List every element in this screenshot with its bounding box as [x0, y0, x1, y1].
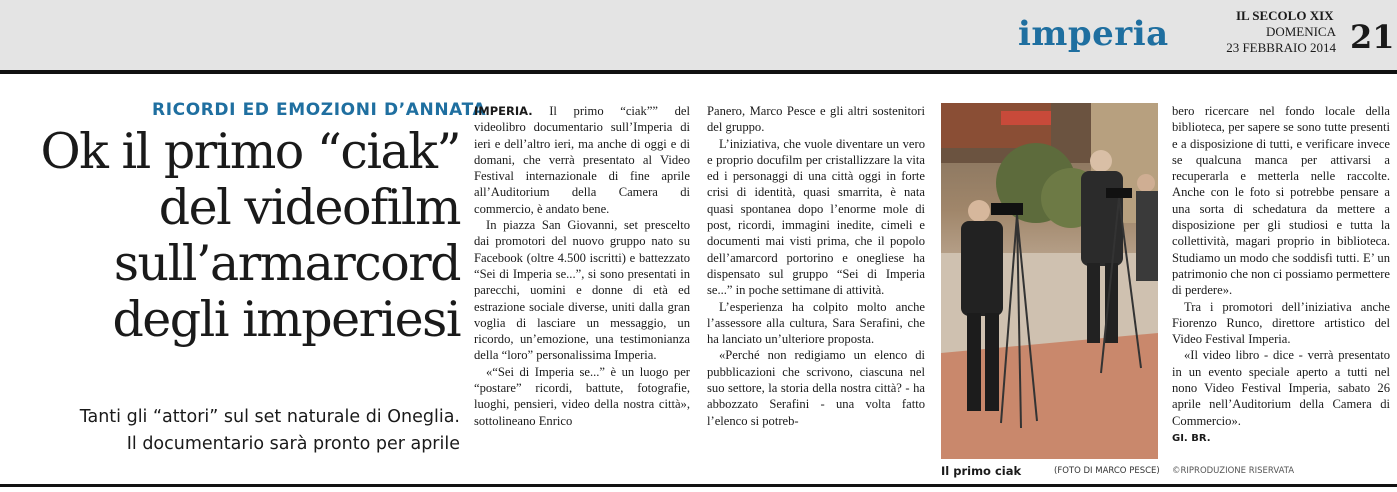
paragraph: L’esperienza ha colpito molto anche l’assessore alla cultura, Sara Serafini, che ha lanciato un’ulteriore proposta.: [707, 299, 925, 347]
photo-scene: [941, 103, 1158, 459]
paragraph: bero ricercare nel fondo locale della biblioteca, per sapere se sono tutte presenti e a disposizione di tutti, e verificare invece se qualcuna manca per attivarsi a recuperarla e metterla nelle raccolte. Anche con le foto si potrebbe pensare a una sorta di schedatura da mettere a disposizione per gli studiosi e tutta la collettività, magari proprio in biblioteca. Studiamo un modo che soddisfi tutti. E’ un patrimonio che non ci possiamo permettere di perdere».: [1172, 104, 1390, 298]
paragraph: «Perché non redigiamo un elenco di pubblicazioni che scrivono, ciascuna nel suo settore, la storia della nostra città? - ha abbozzato Serafini - una volta fatto l’elenco si potreb-: [707, 348, 925, 428]
article-photo: [941, 103, 1158, 459]
copyright-notice: ©RIPRODUZIONE RISERVATA: [1172, 466, 1295, 476]
article-title: [10, 124, 460, 348]
paragraph: «“Sei di Imperia se...” è un luogo per “postare” ricordi, battute, fotografie, luoghi, pensieri, video della nostra città», sottolineano Enrico: [474, 364, 690, 428]
page-number: 21: [1350, 18, 1395, 56]
photo-caption: Il primo ciak: [941, 464, 1022, 478]
paragraph: [1172, 429, 1390, 447]
author-signature: GI. BR.: [1172, 432, 1211, 444]
bottom-rule: [0, 484, 1397, 487]
paragraph: [474, 103, 690, 217]
paragraph: Panero, Marco Pesce e gli altri sostenitori del gruppo.: [707, 104, 925, 135]
article-subtitle: [0, 404, 460, 458]
date-day: 23 FEBBRAIO 2014: [1226, 40, 1336, 55]
title-line: sull’armarcord: [113, 235, 460, 292]
subtitle-line: Tanti gli “attori” sul set naturale di Oneglia.: [79, 407, 460, 427]
subtitle-line: Il documentario sarà pronto per aprile: [126, 434, 460, 454]
title-line: Ok il primo “ciak”: [40, 123, 460, 180]
page-header: [0, 0, 1397, 74]
paragraph: «Il video libro - dice - verrà presentato in un evento speciale aperto a tutti nel nono Video Festival Imperia, sabato 26 aprile nell’Auditorium della Camera di Commercio».: [1172, 348, 1390, 428]
article-column-3: [1172, 103, 1390, 447]
article-column-2: [707, 103, 925, 429]
article-column-1: [474, 103, 690, 429]
paragraph-text: Il primo “ciak”” del videolibro documentario sull’Imperia di ieri e dell’altro ieri, ma anche di oggi e di domani, che verrà presentato al Video Festival internazionale di fine aprile all’Auditorium della Camera di commercio, è andato bene.: [474, 104, 690, 216]
paragraph: In piazza San Giovanni, set prescelto dai promotori del nuovo gruppo nato su Facebook (oltre 4.500 iscritti) e battezzato “Sei di Imperia se...”, si sono presentati in parecchi, uomini e donne di età ed estrazione sociale diverse, uniti dalla gran voglia di lasciare un messaggio, un ricordo, un’emozione, una testimonianza della “loro” personalissima Imperia.: [474, 218, 690, 363]
photo-credit: (FOTO DI MARCO PESCE): [1054, 466, 1160, 476]
newspaper-name: IL SECOLO XIX: [1236, 8, 1334, 23]
dateline-lead: IMPERIA.: [474, 104, 533, 118]
date-weekday: DOMENICA: [1265, 24, 1336, 39]
paragraph: Tra i promotori dell’iniziativa anche Fiorenzo Runco, direttore artistico del Video Festival Imperia.: [1172, 299, 1390, 347]
article-kicker: RICORDI ED EMOZIONI D’ANNATA: [152, 100, 487, 120]
section-name: imperia: [1018, 14, 1169, 54]
paragraph: L’iniziativa, che vuole diventare un vero e proprio docufilm per cristallizzare la vita ed i personaggi di una città oggi in forte crisi di identità, quasi smarrita, è nata quasi spontanea dopo l’enorme mole di post, ricordi, immagini inedite, cimeli e documenti mai visti prima, che il popolo dell’amarcord portorino e onegliese ha dispensato sul gruppo “Sei di Imperia se...” in poche settimane di attività.: [707, 136, 925, 298]
title-line: del videofilm: [158, 179, 460, 236]
title-line: degli imperiesi: [112, 291, 460, 348]
